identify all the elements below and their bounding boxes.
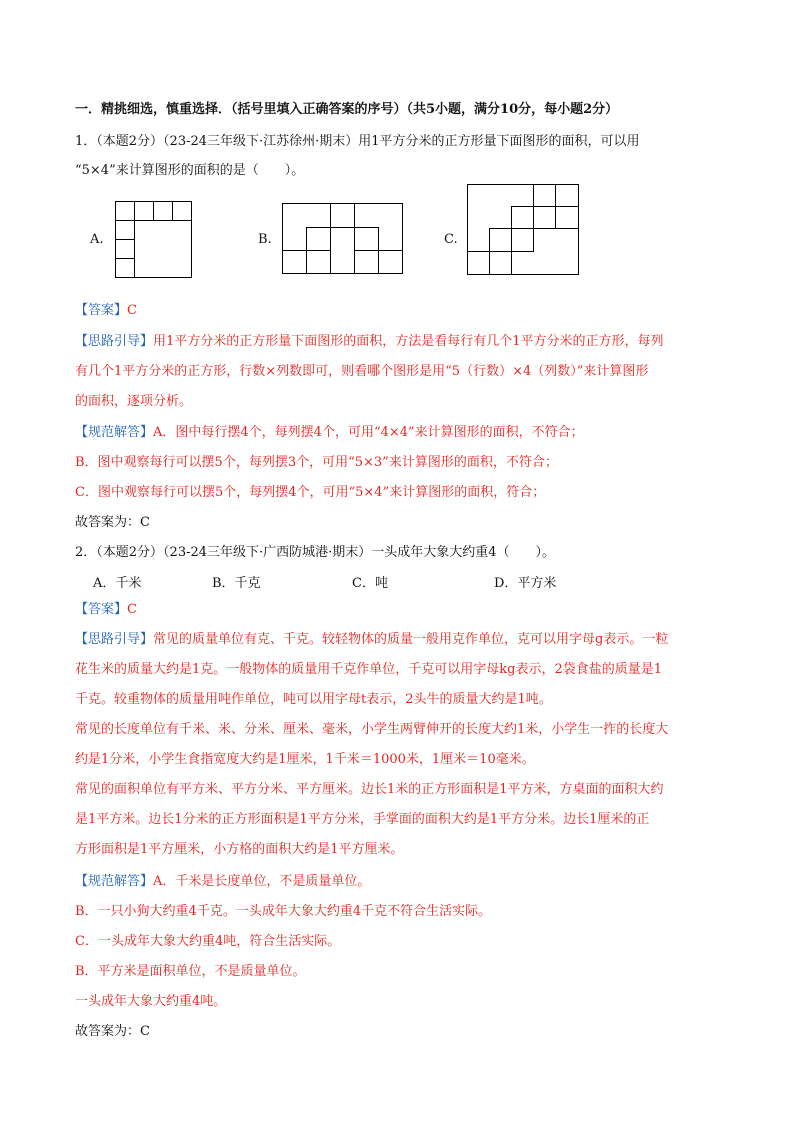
q1-stem-line2: “5×4”来计算图形的面积的是（ ）。 [75,163,305,178]
q2-hint-line4: 常见的长度单位有千米、米、分米、厘米、毫米，小学生两臂伸开的长度大约1米，小学生一拃的长度大 [75,722,669,737]
q2-answer [75,601,137,619]
q1-solution-line1: 【规范解答】A．图中每行摆4个，每列摆4个，可用“4×4”来计算图形的面积，不符合； [75,425,584,440]
q1-solution-tag: 【规范解答】 [75,425,154,440]
q2-stem: 2．（本题2分）（23-24三年级下·广西防城港·期末）一头成年大象大约重4（ ）。 [75,545,556,560]
q1-answer-value: C [127,303,137,318]
section-title: 一．精挑细选，慎重选择．（括号里填入正确答案的序号）（共5小题，满分10分，每小题2分） [75,102,619,117]
q2-hint-line8: 方形面积是1平方厘米，小方格的面积大约是1平方厘米。 [75,842,404,857]
q2-hint-line7: 是1平方米。边长1分米的正方形面积是1平方分米，手掌面的面积大约是1平方分米。边长1厘米的正 [75,812,650,827]
q2-solution-line5: 一头成年大象大约重4吨。 [75,994,227,1009]
figure-c-label: C. [444,232,458,247]
figure-b-label: B. [258,232,272,247]
q2-solution-tag: 【规范解答】 [75,874,154,889]
q2-hint-line1: 【思路引导】常见的质量单位有克、千克。较轻物体的质量一般用克作单位，克可以用字母g表示。一粒 [75,632,669,647]
q2-hint-line2: 花生米的质量大约是1克。一般物体的质量用千克作单位，千克可以用字母kg表示，2袋食盐的质量是1 [75,662,663,677]
figure-a [115,201,195,281]
q2-answer-tag: 【答案】 [75,602,128,617]
q2-option-c: C．吨 [352,576,388,591]
q2-answer-value: C [127,602,137,617]
q2-option-b: B．千克 [212,576,261,591]
figure-b [282,203,406,275]
q2-option-d: D．平方米 [494,576,557,591]
q1-hint-tag: 【思路引导】 [75,334,154,349]
q2-solution-line2: B．一只小狗大约重4千克。一头成年大象大约重4千克不符合生活实际。 [75,904,492,919]
q1-hint-line3: 的面积，逐项分析。 [75,394,193,409]
q2-hint-line6: 常见的面积单位有平方米、平方分米、平方厘米。边长1米的正方形面积是1平方米，方桌面的面积大约 [75,782,664,797]
q1-hint-line1: 【思路引导】用1平方分米的正方形量下面图形的面积，方法是看每行有几个1平方分米的正方形，每列 [75,334,664,349]
q2-hint-line3: 千克。较重物体的质量用吨作单位，吨可以用字母t表示，2头牛的质量大约是1吨。 [75,692,552,707]
q2-solution-line3: C．一头成年大象大约重4吨，符合生活实际。 [75,934,341,949]
q2-solution-line1: 【规范解答】A．千米是长度单位，不是质量单位。 [75,874,371,889]
figure-a-label: A. [90,232,104,247]
q2-hint-tag: 【思路引导】 [75,632,154,647]
q1-answer-tag: 【答案】 [75,303,128,318]
q1-solution-line3: C．图中观察每行可以摆5个，每列摆4个，可用“5×4”来计算图形的面积，符合； [75,485,546,500]
figure-c [467,184,581,276]
q1-solution-line2: B．图中观察每行可以摆5个，每列摆3个，可用“5×3”来计算图形的面积，不符合； [75,455,558,470]
q1-stem-line1: 1．（本题2分）（23-24三年级下·江苏徐州·期末）用1平方分米的正方形量下面图形的面积，可以用 [75,134,640,149]
q2-option-a: A．千米 [93,576,142,591]
q2-hint-line5: 约是1分米，小学生食指宽度大约是1厘米，1千米＝1000米，1厘米＝10毫米。 [75,752,535,767]
q2-solution-line4: B．平方米是面积单位，不是质量单位。 [75,964,306,979]
q1-answer [75,302,137,320]
q2-final-answer: 故答案为：C [75,1024,150,1039]
q1-final-answer: 故答案为：C [75,515,150,530]
q1-hint-line2: 有几个1平方分米的正方形，行数×列数即可，则看哪个图形是用“5（行数）×4（列数）”来计算图形 [75,364,649,379]
